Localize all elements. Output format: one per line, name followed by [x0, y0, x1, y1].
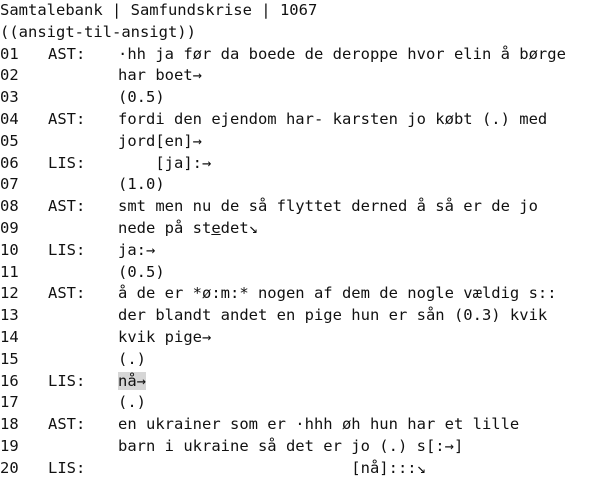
utterance-text [118, 174, 165, 196]
utterance-segment: der blandt andet en pige hun er sån (0.3) kvik [118, 306, 548, 325]
speaker-label: AST: [48, 197, 86, 216]
utterance-text [118, 153, 211, 175]
utterance-segment: (.) [118, 393, 146, 412]
transcript-subtitle: ((ansigt-til-ansigt)) [0, 22, 196, 41]
speaker-label: LIS: [48, 240, 86, 259]
utterance-text [118, 414, 519, 436]
speaker-label: AST: [48, 44, 86, 63]
utterance-segment: å de er *ø:m:* nogen af dem de nogle vældig s:: [118, 284, 557, 303]
line-number: 12 [0, 284, 19, 303]
speaker-label: AST: [48, 415, 86, 434]
utterance-segment: smt men nu de så flyttet derned å så er de jo [118, 197, 538, 216]
utterance-text [118, 196, 538, 218]
utterance-text [118, 218, 258, 240]
line-number: 04 [0, 109, 19, 128]
utterance-segment: jord[en]→ [118, 131, 202, 150]
utterance-segment: [nå]:::↘ [118, 458, 426, 477]
line-number: 20 [0, 458, 19, 477]
line-number: 16 [0, 371, 19, 390]
utterance-segment: har boet→ [118, 66, 202, 85]
utterance-segment: kvik pige→ [118, 327, 212, 346]
utterance-segment: nede på st [118, 218, 212, 237]
line-number: 06 [0, 153, 19, 172]
line-number: 02 [0, 66, 19, 85]
utterance-text [118, 349, 146, 371]
line-number: 01 [0, 44, 19, 63]
speaker-label: AST: [48, 109, 86, 128]
utterance-text [118, 283, 557, 305]
line-number: 13 [0, 306, 19, 325]
line-number: 03 [0, 88, 19, 107]
line-number: 05 [0, 131, 19, 150]
utterance-segment: fordi den ejendom har- karsten jo købt (.) med [118, 109, 548, 128]
utterance-segment: barn i ukraine så det er jo (.) s[:→] [118, 436, 464, 455]
utterance-segment: e [211, 218, 221, 237]
line-number: 15 [0, 349, 19, 368]
speaker-label: LIS: [48, 371, 86, 390]
utterance-text [118, 44, 566, 66]
utterance-text [118, 87, 165, 109]
utterance-segment: en ukrainer som er ·hhh øh hun har et lille [118, 415, 520, 434]
utterance-segment: ·hh ja før da boede de deroppe hvor elin å børge [118, 44, 566, 63]
utterance-segment: det↘ [220, 218, 258, 237]
utterance-text [118, 436, 463, 458]
line-number: 07 [0, 175, 19, 194]
line-number: 14 [0, 327, 19, 346]
speaker-label: LIS: [48, 458, 86, 477]
transcript-title: Samtalebank | Samfundskrise | 1067 [0, 1, 318, 19]
utterance-segment: (.) [118, 349, 146, 368]
line-number: 18 [0, 415, 19, 434]
utterance-segment: (0.5) [118, 88, 165, 107]
utterance-segment: [ja]:→ [118, 153, 212, 172]
line-number: 08 [0, 197, 19, 216]
line-number: 17 [0, 393, 19, 412]
utterance-segment: nå→ [118, 371, 146, 390]
speaker-label: LIS: [48, 153, 86, 172]
utterance-text [118, 371, 146, 393]
utterance-text [118, 262, 165, 284]
utterance-segment: (1.0) [118, 175, 165, 194]
utterance-text [118, 131, 202, 153]
utterance-text [118, 240, 155, 262]
utterance-text [118, 305, 547, 327]
utterance-segment: (0.5) [118, 262, 165, 281]
line-number: 09 [0, 218, 19, 237]
utterance-text [118, 109, 547, 131]
utterance-text [118, 327, 211, 349]
line-number: 10 [0, 240, 19, 259]
line-number: 11 [0, 262, 19, 281]
utterance-text [118, 65, 202, 87]
speaker-label: AST: [48, 284, 86, 303]
line-number: 19 [0, 436, 19, 455]
utterance-text [118, 392, 146, 414]
utterance-segment: ja:→ [118, 240, 156, 259]
